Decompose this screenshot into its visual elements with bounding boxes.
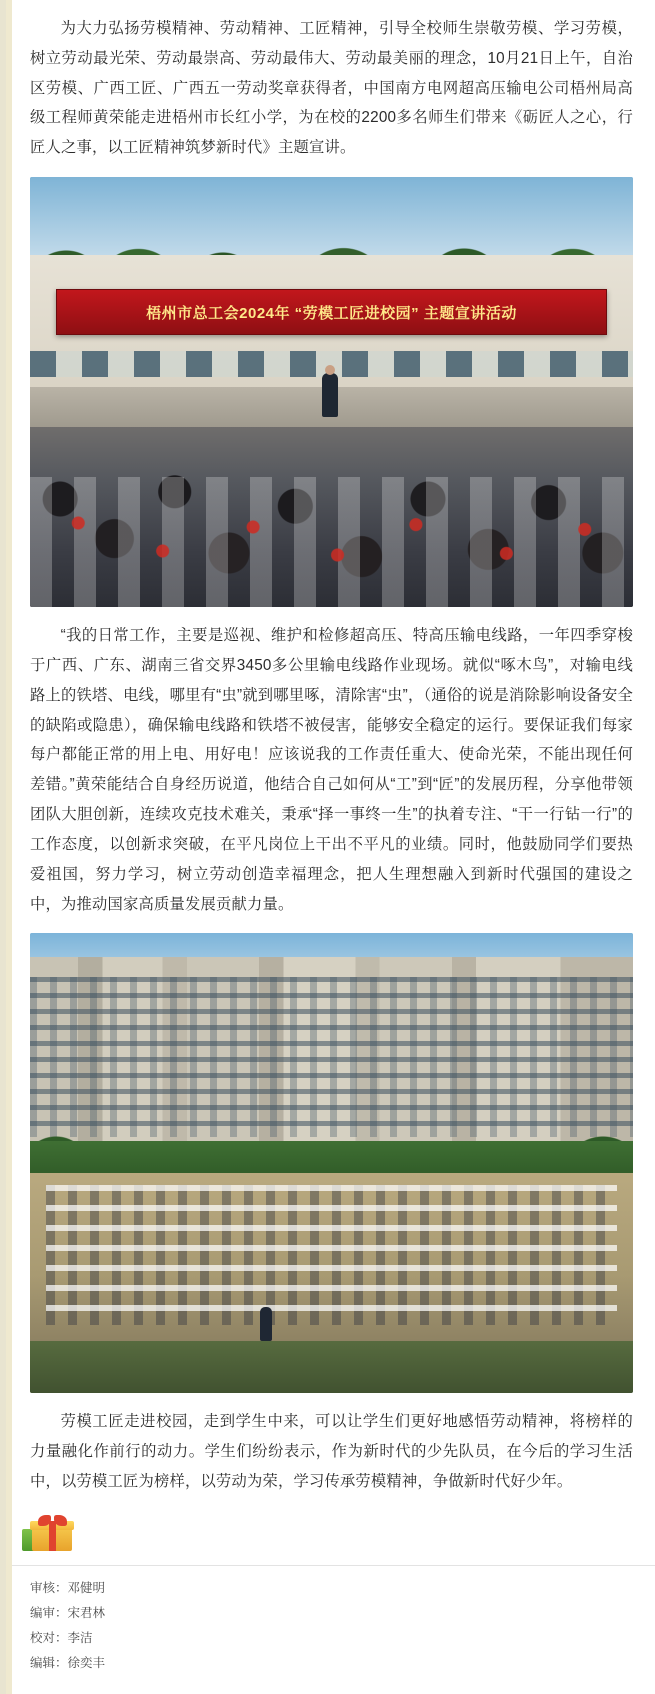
credit-editor: 编辑：徐奕丰 (30, 1655, 106, 1670)
event-banner (56, 289, 607, 335)
aerial-campus-photo (30, 933, 633, 1393)
photo2-window-grid (30, 977, 633, 1137)
left-decorative-rail (6, 0, 12, 1694)
footer-divider (6, 1565, 655, 1566)
assembly-photo (30, 177, 633, 607)
photo1-speaker-figure (322, 373, 338, 417)
gift-icon-bow-right (54, 1515, 67, 1526)
photo2-student-rows (46, 1185, 617, 1325)
photo1-red-scarves (30, 507, 633, 587)
credit-reviewer: 审核：邓健明 (30, 1580, 106, 1595)
photo2-track-lawn (30, 1341, 633, 1393)
paragraph-1: 为大力弘扬劳模精神、劳动精神、工匠精神，引导全校师生崇敬劳模、学习劳模，树立劳动最光荣、劳动最崇高、劳动最伟大、劳动最美丽的理念，10月21日上午，自治区劳模、广西工匠、广西五一劳动奖章获得者，中国南方电网超高压输电公司梧州局高级工程师黄荣能走进梧州市长红小学，为在校的2200多名师生们带来《砺匠人之心，行匠人之事，以工匠精神筑梦新时代》主题宣讲。 (30, 20, 633, 157)
event-banner-text: 梧州市总工会2024年 “劳模工匠进校园” 主题宣讲活动 (146, 304, 517, 322)
article-content (6, 0, 655, 1497)
gift-icon-row (6, 1511, 655, 1565)
gift-icon (32, 1517, 72, 1551)
paragraph-2: “我的日常工作，主要是巡视、维护和检修超高压、特高压输电线路，一年四季穿梭于广西、广东、湖南三省交界3450多公里输电线路作业现场。就似“啄木鸟”，对输电线路上的铁塔、电线，哪里有“虫”就到哪里啄，清除害“虫”，（通俗的说是消除影响设备安全的缺陷或隐患），确保输电线路和铁塔不被侵害，能够安全稳定的运行。要保证我们每家每户都能正常的用上电、用好电！应该说我的工作责任重大、使命光荣，不能出现任何差错。”黄荣能结合自身经历说道，他结合自己如何从“工”到“匠”的发展历程，分享他带领团队大胆创新，连续攻克技术难关，秉承“择一事终一生”的执着专注、“干一行钻一行”的工作态度，以创新求突破，在平凡岗位上干出不平凡的业绩。同时，他鼓励同学们要热爱祖国，努力学习，树立劳动创造幸福理念，把人生理想融入到新时代强国的建设之中，为推动国家高质量发展贡献力量。 (30, 627, 633, 913)
paragraph-3: 劳模工匠走进校园，走到学生中来，可以让学生们更好地感悟劳动精神，将榜样的力量融化作前行的动力。学生们纷纷表示，作为新时代的少先队员，在今后的学习生活中，以劳模工匠为榜样，以劳动为荣，学习传承劳模精神，争做新时代好少年。 (30, 1413, 633, 1491)
credits-block (6, 1576, 655, 1694)
gift-icon-ribbon (49, 1521, 56, 1551)
credit-editor-in-chief: 编审：宋君林 (30, 1605, 106, 1620)
credit-proofreader: 校对：李洁 (30, 1630, 93, 1645)
photo2-speaker-figure (260, 1307, 272, 1341)
